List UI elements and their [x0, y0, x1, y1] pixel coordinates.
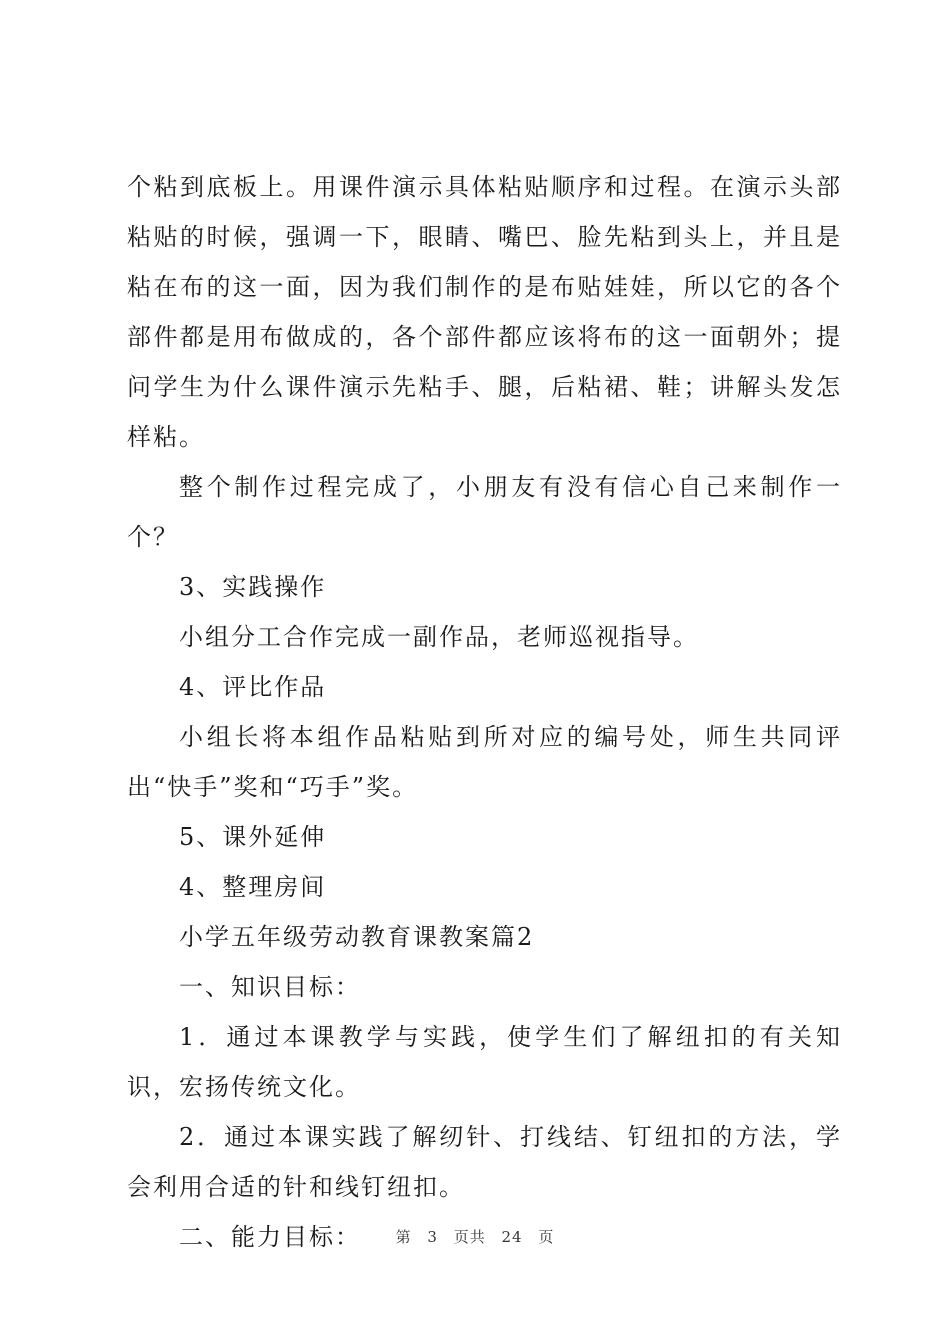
footer-prefix: 第 — [395, 1228, 412, 1246]
heading-practice: 3、实践操作 — [179, 573, 327, 601]
goal-item-2: 2．通过本课实践了解纫针、打线结、钉纽扣的方法，学会利用合适的针和线钉纽扣。 — [127, 1123, 842, 1201]
goal-item-1: 1．通过本课教学与实践，使学生们了解纽扣的有关知识，宏扬传统文化。 — [127, 1023, 842, 1101]
paragraph-1: 个粘到底板上。用课件演示具体粘贴顺序和过程。在演示头部粘贴的时候，强调一下，眼睛、嘴巴、脸先粘到头上，并且是粘在布的这一面，因为我们制作的是布贴娃娃，所以它的各个部件都是用布做成的，各个部件都应该将布的这一面朝外；提问学生为什么课件演示先粘手、腿，后粘裙、鞋；讲解头发怎样粘。 — [127, 173, 842, 451]
paragraph-2: 整个制作过程完成了，小朋友有没有信心自己来制作一个？ — [127, 473, 842, 551]
footer-middle: 页共 — [453, 1228, 486, 1246]
body-text — [127, 162, 842, 1262]
heading-tidy-room: 4、整理房间 — [179, 873, 327, 901]
footer-total-pages: 24 — [501, 1228, 523, 1246]
paragraph-4: 小组分工合作完成一副作品，老师巡视指导。 — [179, 623, 699, 651]
paragraph-6: 小组长将本组作品粘贴到所对应的编号处，师生共同评出“快手”奖和“巧手”奖。 — [127, 723, 842, 801]
section-title: 小学五年级劳动教育课教案篇2 — [179, 923, 535, 951]
heading-ability-goals: 二、能力目标： — [179, 1223, 361, 1251]
heading-evaluate: 4、评比作品 — [179, 673, 327, 701]
footer-current-page: 3 — [427, 1228, 438, 1246]
heading-knowledge-goals: 一、知识目标： — [179, 973, 361, 1001]
page-footer — [0, 1226, 950, 1247]
footer-suffix: 页 — [538, 1228, 555, 1246]
heading-extension: 5、课外延伸 — [179, 823, 327, 851]
